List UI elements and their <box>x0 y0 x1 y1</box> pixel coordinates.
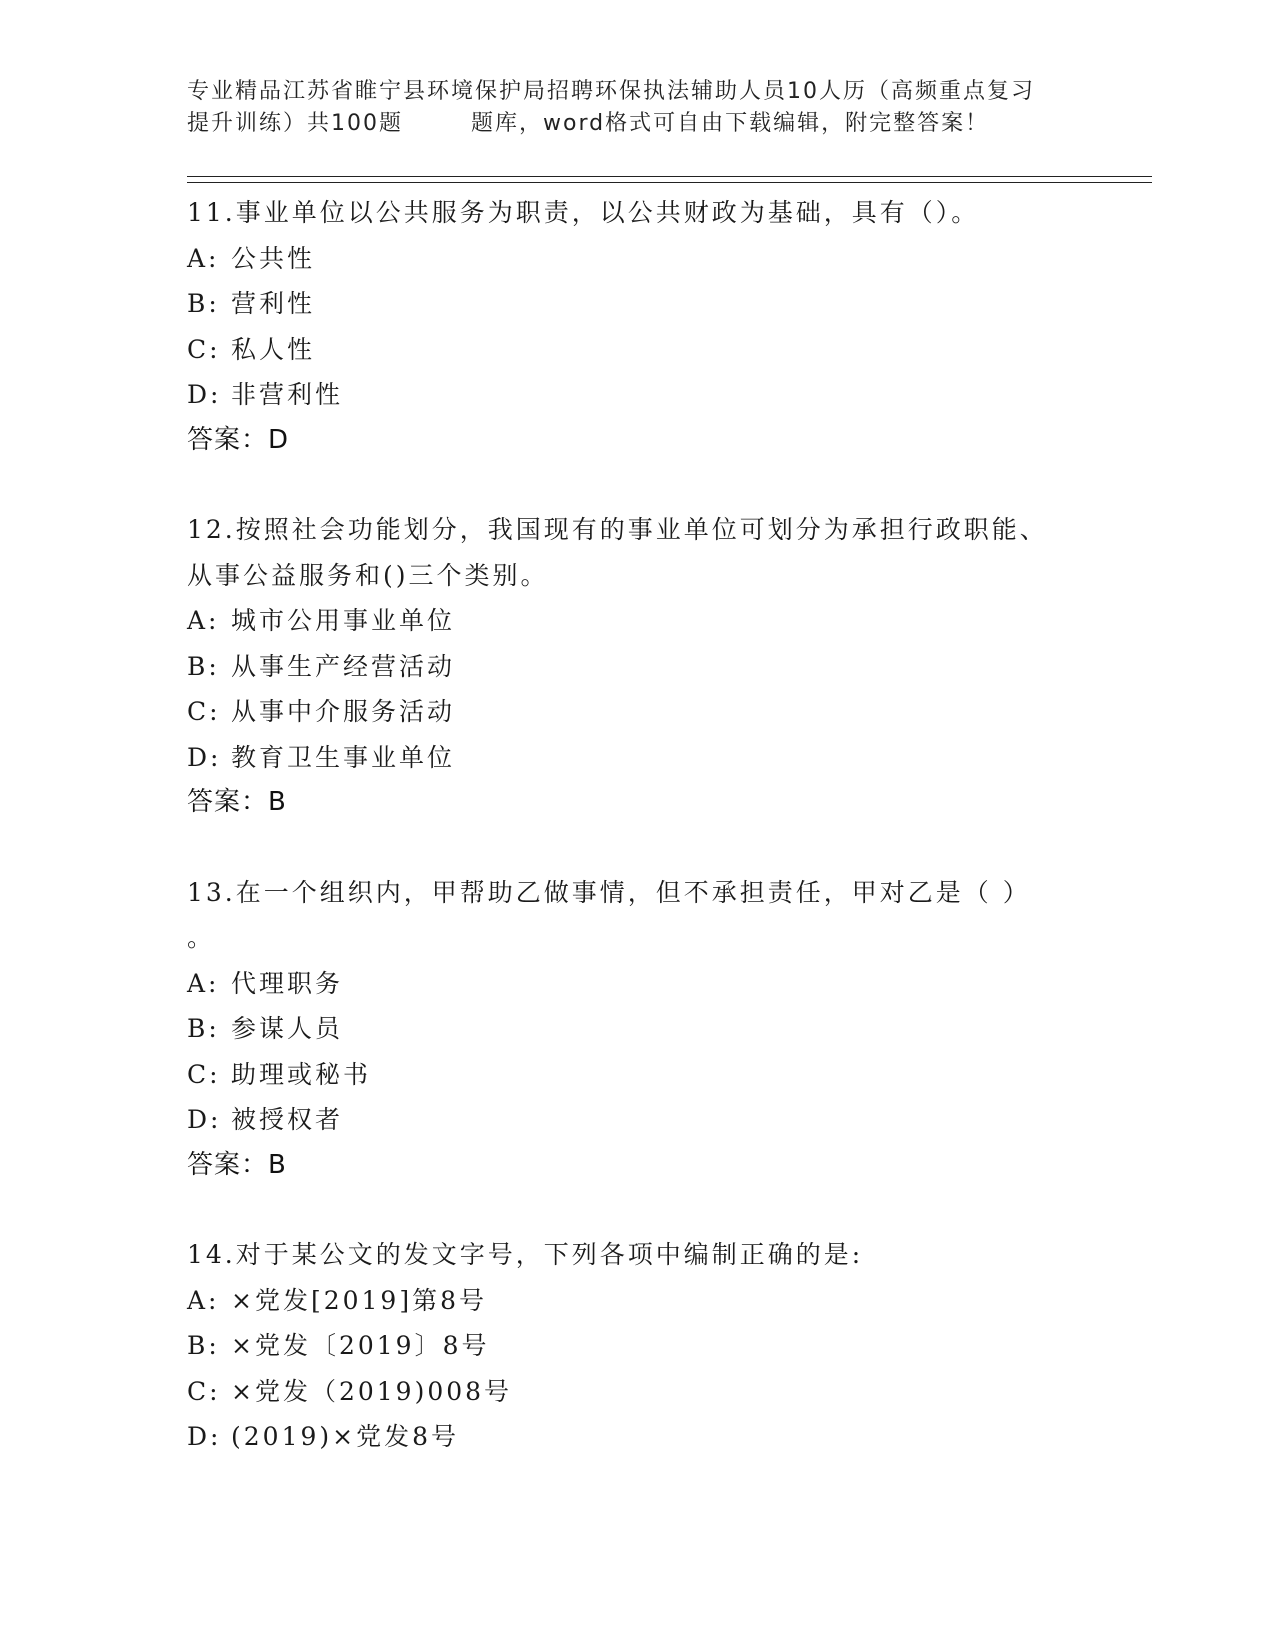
option-b <box>187 644 1087 690</box>
header-rule-top <box>187 176 1152 177</box>
header-rule-bottom <box>187 182 1152 183</box>
option-a <box>187 236 1087 282</box>
option-text: 教育卫生事业单位 <box>231 742 456 772</box>
option-letter: C: <box>187 697 221 726</box>
question-item <box>187 1232 1087 1460</box>
option-text: 参谋人员 <box>231 1014 344 1043</box>
option-text: 助理或秘书 <box>231 1059 372 1089</box>
option-text: 被授权者 <box>231 1105 344 1134</box>
header-line-2-part-b: 题库，word格式可自由下载编辑，附完整答案！ <box>471 111 990 136</box>
option-d <box>187 1097 1087 1143</box>
option-text: 从事生产经营活动 <box>231 651 456 681</box>
option-letter: A: <box>187 968 220 998</box>
option-text: ×党发（2019)008号 <box>231 1376 513 1406</box>
option-b <box>187 1323 1087 1369</box>
option-letter: D: <box>187 1105 222 1134</box>
option-text: 从事中介服务活动 <box>231 697 456 726</box>
option-b <box>187 1006 1087 1052</box>
option-c <box>187 1052 1087 1098</box>
option-c <box>187 689 1087 735</box>
header-line-2-part-a: 提升训练）共100题 <box>187 111 403 136</box>
option-letter: D: <box>187 742 222 772</box>
question-item <box>187 190 1087 463</box>
question-text-continued: 从事公益服务和()三个类别。 <box>187 560 549 590</box>
question-text: 14.对于某公文的发文字号，下列各项中编制正确的是: <box>187 1240 864 1269</box>
option-text: 私人性 <box>231 334 316 364</box>
option-letter: B: <box>187 1331 220 1360</box>
answer-line: 答案：B <box>187 1149 287 1180</box>
header-line-1: 专业精品江苏省睢宁县环境保护局招聘环保执法辅助人员10人历（高频重点复习 <box>187 79 1035 104</box>
option-letter: C: <box>187 1059 221 1089</box>
option-c <box>187 1369 1087 1415</box>
option-letter: A: <box>187 606 220 635</box>
document-header <box>187 76 1087 140</box>
option-text: 公共性 <box>231 243 316 273</box>
option-letter: A: <box>187 243 220 273</box>
option-letter: B: <box>187 289 220 318</box>
option-text: 城市公用事业单位 <box>231 606 456 635</box>
header-line-2 <box>187 108 1087 140</box>
option-a <box>187 598 1087 644</box>
option-d <box>187 735 1087 781</box>
option-text: 营利性 <box>231 289 316 318</box>
answer-line: 答案：B <box>187 787 287 817</box>
answer-line: 答案：D <box>187 424 290 455</box>
option-a <box>187 961 1087 1007</box>
option-letter: B: <box>187 1014 220 1043</box>
question-item <box>187 507 1087 826</box>
option-letter: A: <box>187 1285 220 1315</box>
option-c <box>187 327 1087 373</box>
option-b <box>187 281 1087 327</box>
option-letter: C: <box>187 1376 221 1406</box>
question-text-continued: 。 <box>187 923 216 952</box>
option-text: ×党发[2019]第8号 <box>231 1285 487 1315</box>
option-letter: D: <box>187 1422 222 1451</box>
option-d <box>187 1414 1087 1460</box>
option-text: (2019)×党发8号 <box>231 1422 459 1451</box>
question-list <box>187 190 1087 1460</box>
question-text: 11.事业单位以公共服务为职责，以公共财政为基础，具有（）。 <box>187 198 980 227</box>
option-text: ×党发〔2019〕8号 <box>231 1331 490 1360</box>
question-item <box>187 870 1087 1189</box>
option-letter: B: <box>187 651 220 681</box>
option-letter: C: <box>187 334 221 364</box>
option-letter: D: <box>187 380 222 409</box>
option-a <box>187 1278 1087 1324</box>
question-text: 12.按照社会功能划分，我国现有的事业单位可划分为承担行政职能、 <box>187 515 1048 544</box>
option-text: 代理职务 <box>231 968 344 998</box>
question-text: 13.在一个组织内，甲帮助乙做事情，但不承担责任，甲对乙是（ ） <box>187 877 1031 907</box>
option-text: 非营利性 <box>231 380 344 409</box>
option-d <box>187 372 1087 418</box>
